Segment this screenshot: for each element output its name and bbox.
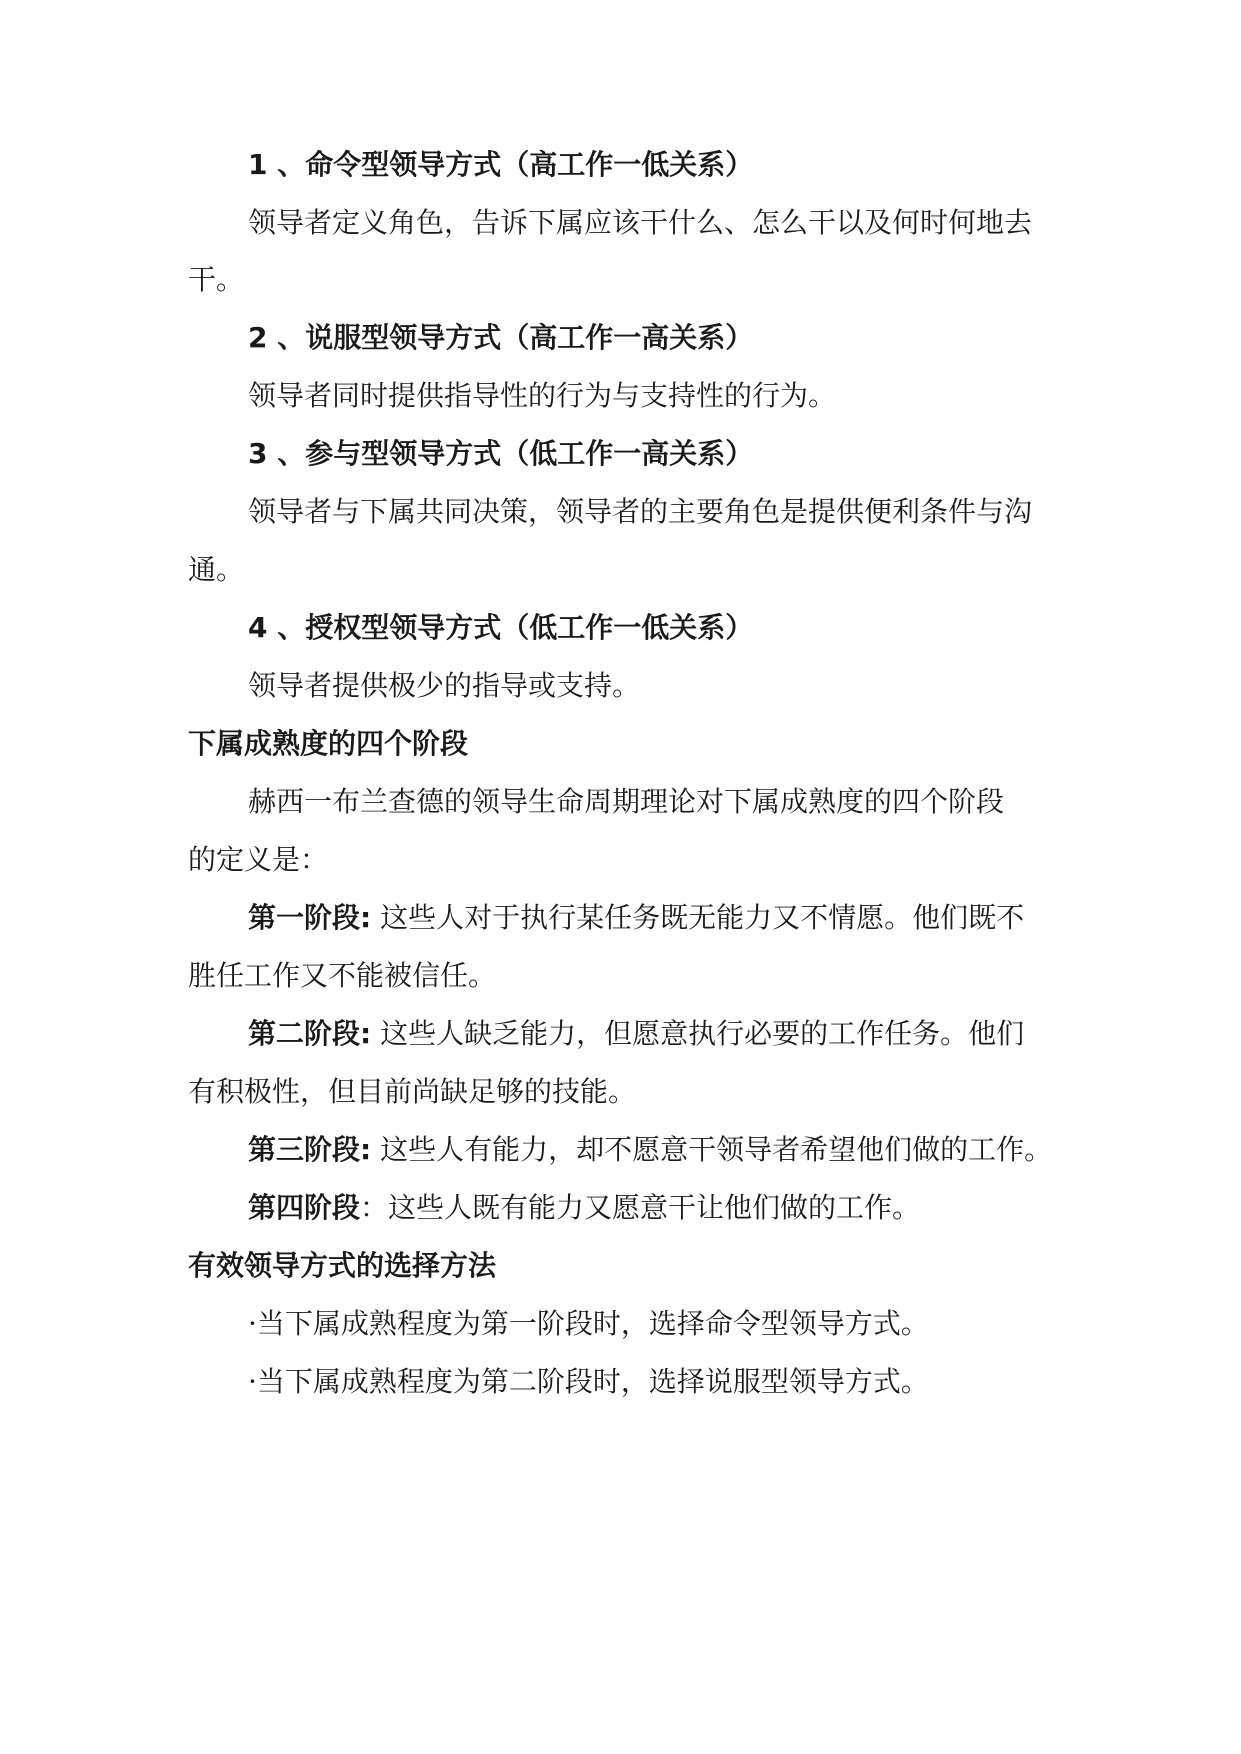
- stage-1-text: 这些人对于执行某任务既无能力又不情愿。他们既不: [371, 901, 1025, 934]
- selection-item-2: ·当下属成熟程度为第二阶段时，选择说服型领导方式。: [248, 1365, 929, 1398]
- maturity-section-title: 下属成熟度的四个阶段: [188, 727, 469, 760]
- maturity-intro: 赫西一布兰查德的领导生命周期理论对下属成熟度的四个阶段: [248, 785, 1005, 818]
- stage-1-text-cont: 胜任工作又不能被信任。: [188, 959, 497, 992]
- style-3-description-cont: 通。: [188, 553, 245, 586]
- style-1-description-cont: 干。: [188, 263, 245, 296]
- selection-item-1: ·当下属成熟程度为第一阶段时，选择命令型领导方式。: [248, 1307, 929, 1340]
- stage-2-label: 第二阶段:: [248, 1017, 372, 1050]
- stage-2-text: 这些人缺乏能力，但愿意执行必要的工作任务。他们: [371, 1017, 1025, 1050]
- stage-2-text-cont: 有积极性，但目前尚缺足够的技能。: [188, 1075, 637, 1108]
- stage-4-paragraph: [248, 1190, 920, 1226]
- style-1-description: 领导者定义角色，告诉下属应该干什么、怎么干以及何时何地去: [248, 206, 1033, 239]
- style-3-heading: 3 、参与型领导方式（低工作一高关系）: [248, 437, 754, 470]
- stage-3-paragraph: [248, 1132, 1052, 1168]
- style-2-heading: 2 、说服型领导方式（高工作一高关系）: [248, 321, 754, 354]
- stage-3-label: 第三阶段:: [248, 1133, 372, 1166]
- stage-1-paragraph: [248, 900, 1024, 936]
- stage-4-label: 第四阶段: [248, 1191, 361, 1224]
- style-1-heading: 1 、命令型领导方式（高工作一低关系）: [248, 148, 754, 181]
- maturity-intro-cont: 的定义是：: [188, 843, 329, 876]
- style-2-description: 领导者同时提供指导性的行为与支持性的行为。: [248, 379, 837, 412]
- style-4-description: 领导者提供极少的指导或支持。: [248, 669, 641, 702]
- style-4-heading: 4 、授权型领导方式（低工作一低关系）: [248, 611, 754, 644]
- stage-2-paragraph: [248, 1016, 1024, 1052]
- style-3-description: 领导者与下属共同决策，领导者的主要角色是提供便利条件与沟: [248, 495, 1033, 528]
- stage-4-text: ：这些人既有能力又愿意干让他们做的工作。: [360, 1191, 921, 1224]
- stage-3-text: 这些人有能力，却不愿意干领导者希望他们做的工作。: [371, 1133, 1053, 1166]
- stage-1-label: 第一阶段:: [248, 901, 372, 934]
- selection-section-title: 有效领导方式的选择方法: [188, 1249, 497, 1282]
